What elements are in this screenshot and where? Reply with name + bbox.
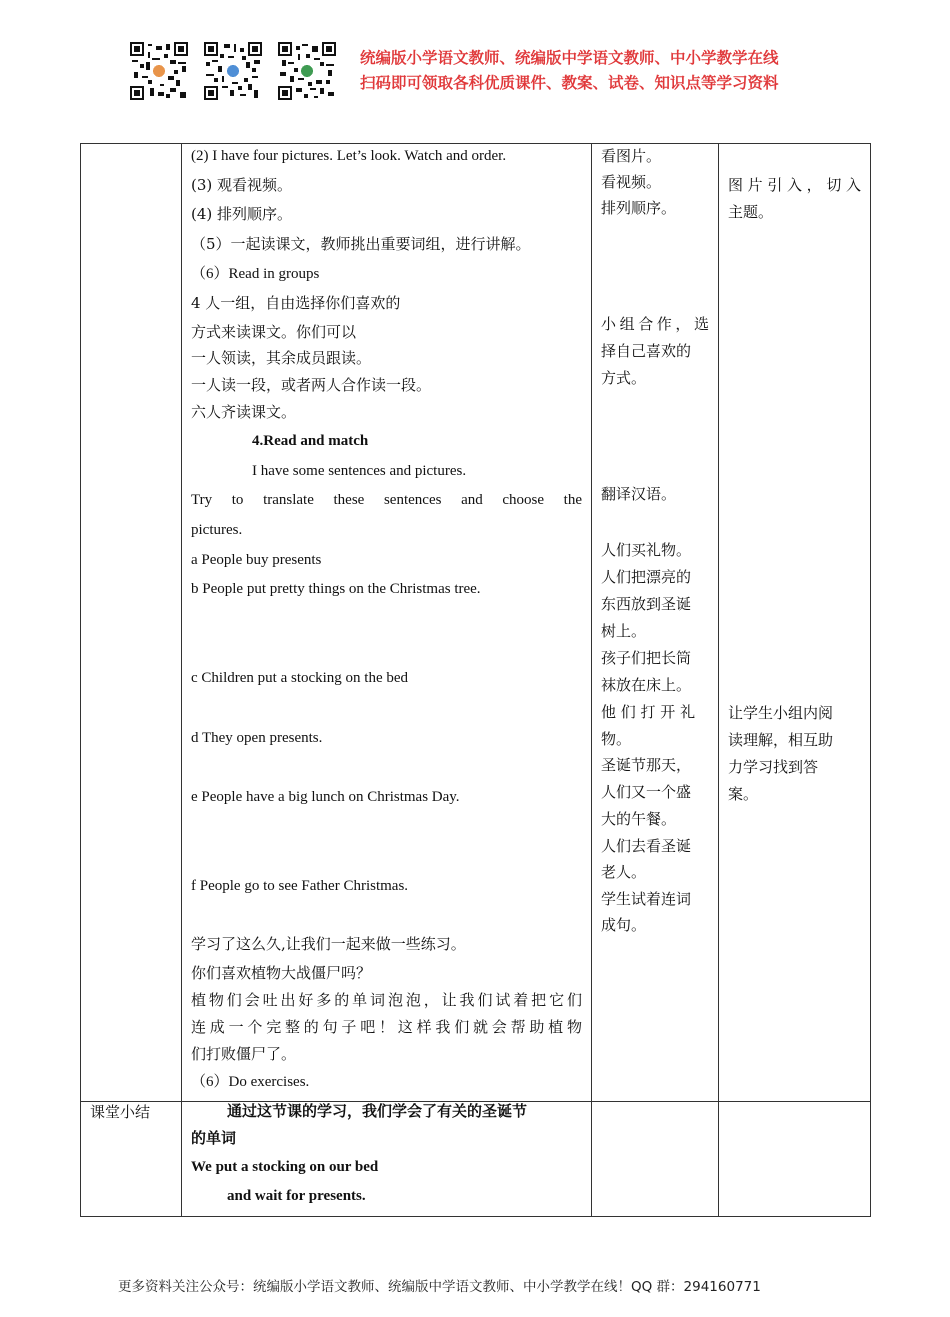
student-line: 方式。 [601, 369, 647, 387]
match-intro-text: I have some sentences and pictures. [252, 463, 467, 479]
table-border-right [870, 143, 871, 1217]
promo-line-1: 统编版小学语文教师、统编版中学语文教师、中小学教学在线 [360, 49, 779, 67]
summary-line-2: 的单词 [191, 1131, 237, 1147]
table-col-divider-1 [181, 143, 182, 1217]
group-reading-line-1: 4 人一组，自由选择你们喜欢的 [191, 294, 401, 312]
qr-code-3 [278, 42, 336, 100]
student-line: 成句。 [601, 916, 647, 934]
intent-line: 读理解，相互助 [728, 731, 834, 749]
student-line: 他 们 打 开 礼 [601, 703, 696, 721]
step-5-text: （5）一起读课文，教师挑出重要词组，进行讲解。 [191, 235, 531, 253]
table-col-divider-2 [591, 143, 592, 1217]
step-6-text: （6）Read in groups [191, 266, 320, 282]
translate-instruction: Try to translate these sentences and choose the [191, 492, 582, 508]
sentence-f: f People go to see Father Christmas. [191, 878, 409, 894]
table-border-left [80, 143, 81, 1217]
student-line: 老人。 [601, 863, 647, 881]
student-line: 袜放在床上。 [601, 676, 692, 694]
student-line: 人们买礼物。 [601, 541, 692, 559]
student-line: 树上。 [601, 622, 647, 640]
qr-code-1 [130, 42, 188, 100]
student-line: 翻译汉语。 [601, 485, 677, 503]
sentence-c: c Children put a stocking on the bed [191, 670, 409, 686]
step-3-text: (3) 观看视频。 [191, 176, 293, 194]
summary-sentence-1: We put a stocking on our bed [191, 1159, 379, 1175]
student-line: 物。 [601, 730, 632, 748]
intent-line: 力学习找到答 [728, 758, 819, 776]
sentence-e: e People have a big lunch on Christmas Day. [191, 789, 460, 805]
group-reading-line-5: 六人齐读课文。 [191, 403, 297, 421]
student-line: 排列顺序。 [601, 199, 677, 217]
student-line: 择自己喜欢的 [601, 342, 692, 360]
table-border-top [80, 143, 871, 144]
promo-line-2: 扫码即可领取各科优质课件、教案、试卷、知识点等学习资料 [360, 74, 779, 92]
table-border-bottom [80, 1216, 871, 1217]
step-4-text: (4) 排列顺序。 [191, 205, 293, 223]
group-reading-line-3: 一人领读，其余成员跟读。 [191, 349, 372, 367]
exercise-intro-line-5: 们打败僵尸了。 [191, 1045, 297, 1063]
student-line: 人们又一个盛 [601, 783, 692, 801]
student-line: 学生试着连词 [601, 890, 692, 908]
summary-label: 课堂小结 [90, 1103, 151, 1121]
page-header [0, 0, 950, 110]
summary-sentence-2: and wait for presents. [227, 1188, 366, 1204]
sentence-d: d They open presents. [191, 730, 323, 746]
promo-banner [360, 46, 779, 96]
page-footer: 更多资料关注公众号：统编版小学语文教师、统编版中学语文教师、中小学教学在线！QQ 群：294160771 [118, 1279, 761, 1295]
student-line: 小组合作，选 [601, 315, 709, 333]
intent-line: 图片引入，切入 [728, 176, 861, 194]
translate-instruction-cont: pictures. [191, 522, 243, 538]
section-read-and-match-heading: 4.Read and match [252, 433, 369, 449]
summary-line-1: 通过这节课的学习，我们学会了有关的圣诞节 [227, 1104, 528, 1120]
student-line: 人们把漂亮的 [601, 568, 692, 586]
step-2-text: (2) I have four pictures. Let’s look. Watch and order. [191, 148, 507, 164]
student-line: 大的午餐。 [601, 810, 677, 828]
student-line: 看图片。 [601, 147, 662, 165]
student-line: 人们去看圣诞 [601, 837, 692, 855]
student-line: 东西放到圣诞 [601, 595, 692, 613]
sentence-a: a People buy presents [191, 552, 322, 568]
intent-line: 让学生小组内阅 [728, 704, 834, 722]
intent-line: 案。 [728, 785, 759, 803]
exercise-intro-line-4: 连成一个完整的句子吧！这样我们就会帮助植物 [191, 1018, 582, 1036]
student-line: 孩子们把长筒 [601, 649, 692, 667]
exercise-intro-line-1: 学习了这么久,让我们一起来做一些练习。 [191, 935, 466, 953]
group-reading-line-4: 一人读一段，或者两人合作读一段。 [191, 376, 432, 394]
table-col-divider-3 [718, 143, 719, 1217]
student-line: 圣诞节那天， [601, 756, 692, 774]
exercise-intro-line-3: 植物们会吐出好多的单词泡泡，让我们试着把它们 [191, 991, 582, 1009]
student-line: 看视频。 [601, 173, 662, 191]
intent-line: 主题。 [728, 203, 774, 221]
do-exercises-text: （6）Do exercises. [191, 1074, 310, 1090]
qr-code-2 [204, 42, 262, 100]
group-reading-line-2: 方式来读课文。你们可以 [191, 323, 357, 341]
exercise-intro-line-2: 你们喜欢植物大战僵尸吗？ [191, 964, 372, 982]
sentence-b: b People put pretty things on the Christmas tree. [191, 581, 481, 597]
